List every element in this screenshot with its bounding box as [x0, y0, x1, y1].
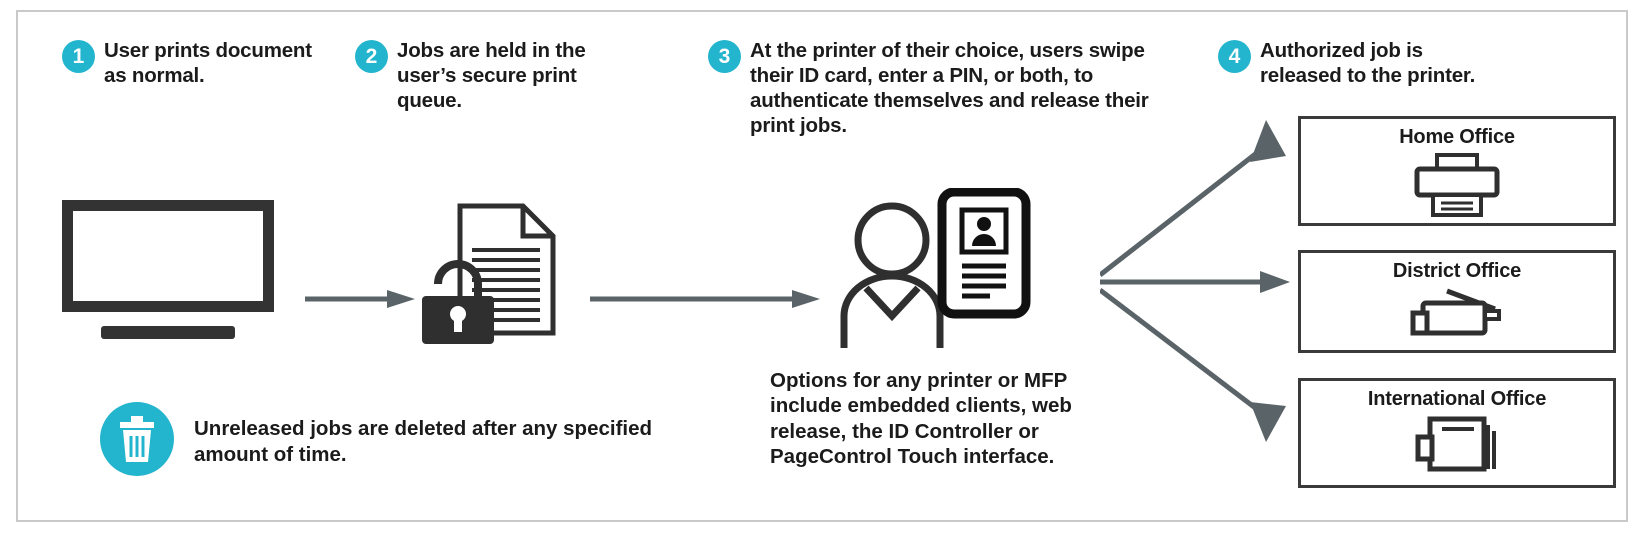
- step-4: [1218, 38, 1508, 88]
- step-3-label: At the printer of their choice, users swipe their ID card, enter a PIN, or both, to authenticate themselves and release their print jobs.: [750, 39, 1149, 137]
- arrow-document-to-person: [590, 290, 820, 308]
- destination-international-office: [1298, 378, 1616, 488]
- note-printer-options: Options for any printer or MFP include embedded clients, web release, the ID Controller or PageControl Touch interface.: [770, 369, 1072, 469]
- monitor-screen: [62, 200, 274, 312]
- user-with-id-badge-icon: [838, 188, 1038, 358]
- step-1-number: 1: [62, 40, 95, 73]
- step-3-number: 3: [708, 40, 741, 73]
- step-2-label: Jobs are held in the user’s secure print queue.: [397, 39, 586, 112]
- step-3: [708, 38, 1158, 138]
- locked-document-icon: [420, 198, 580, 353]
- arrows-to-offices: [1100, 110, 1300, 475]
- step-2: [355, 38, 625, 113]
- copier-icon: [1407, 287, 1507, 345]
- multifunction-printer-icon: [1408, 415, 1506, 479]
- arrow-monitor-to-document: [305, 290, 415, 308]
- step-1: [62, 38, 312, 88]
- destination-home-office-label: Home Office: [1399, 126, 1515, 148]
- monitor-icon: [62, 200, 274, 339]
- destination-home-office: [1298, 116, 1616, 226]
- step-2-number: 2: [355, 40, 388, 73]
- destination-district-office: [1298, 250, 1616, 353]
- step-4-label: Authorized job is released to the printer.: [1260, 39, 1476, 87]
- step-4-number: 4: [1218, 40, 1251, 73]
- note-unreleased-jobs-label: Unreleased jobs are deleted after any specified amount of time.: [194, 416, 653, 466]
- destination-district-office-label: District Office: [1392, 260, 1522, 282]
- trash-can-icon: [98, 400, 176, 483]
- step-1-label: User prints document as normal.: [104, 39, 312, 87]
- printer-icon: [1409, 153, 1505, 217]
- note-unreleased-jobs: [98, 400, 658, 483]
- monitor-stand: [101, 326, 235, 339]
- destination-international-office-label: International Office: [1367, 388, 1547, 410]
